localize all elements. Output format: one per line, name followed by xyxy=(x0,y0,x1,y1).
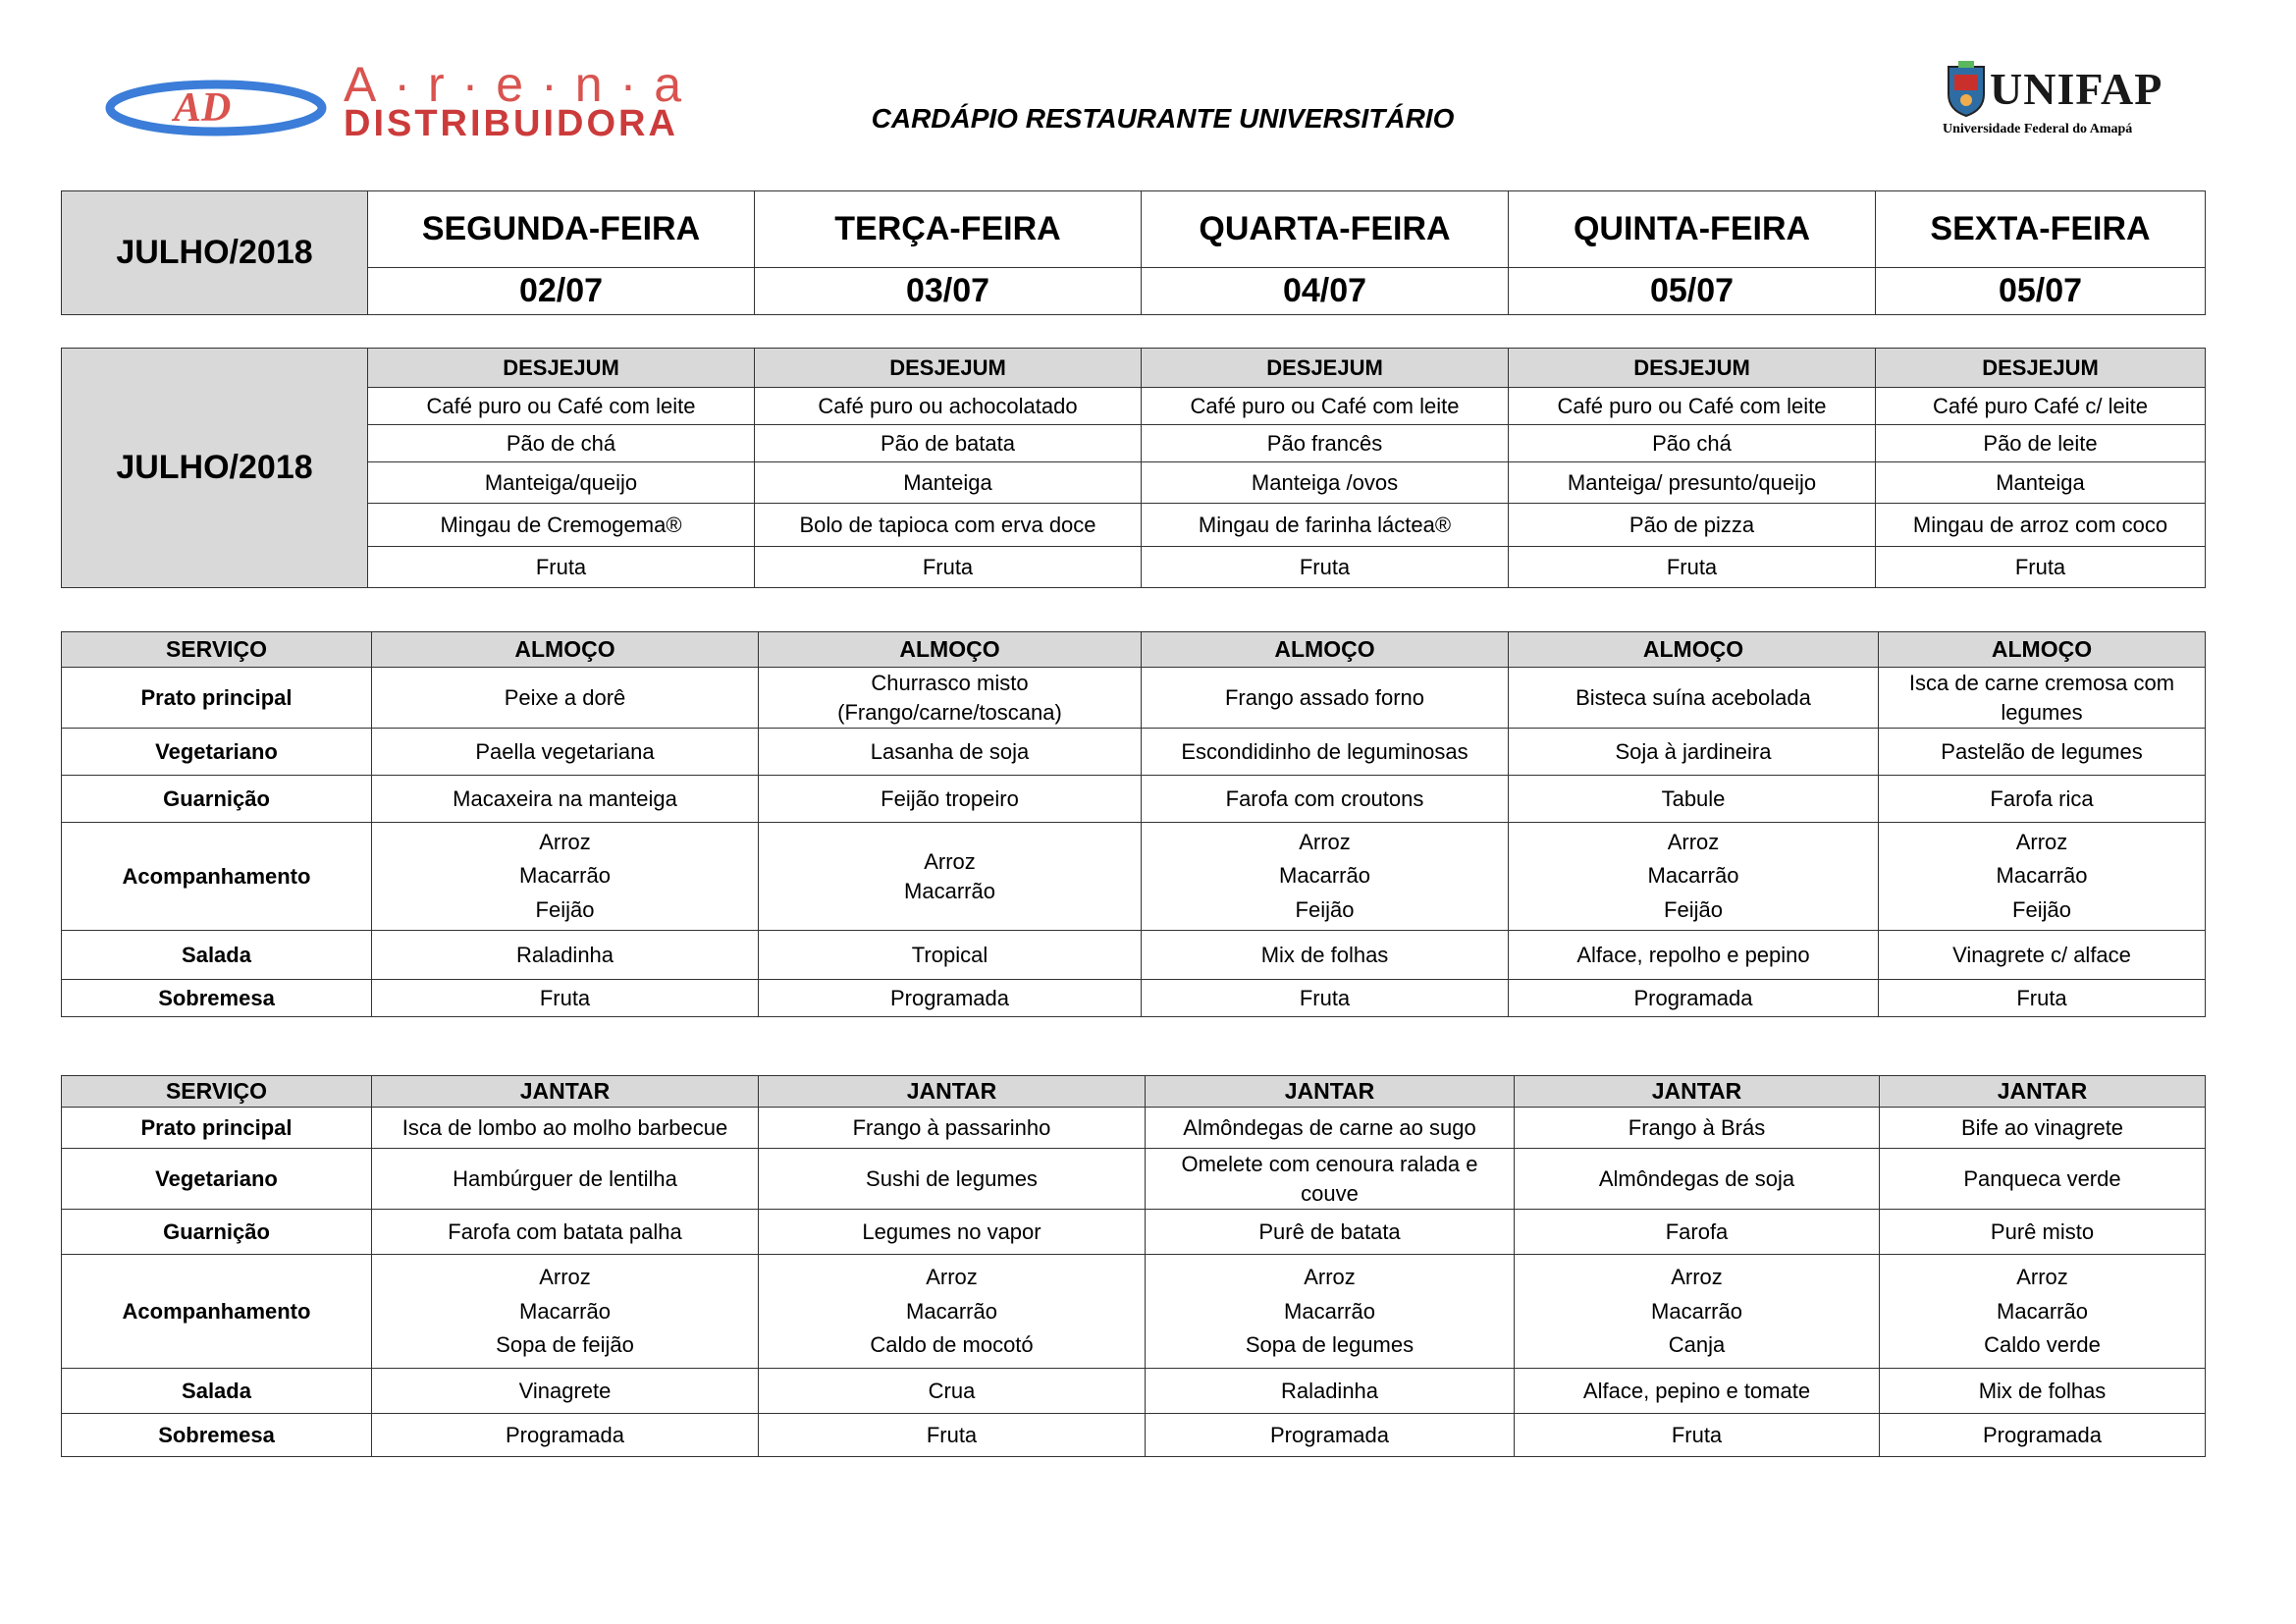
lunch-cell-line: Fruta xyxy=(1299,985,1351,1010)
lunch-cell-line: Pastelão de legumes xyxy=(1941,738,2143,764)
dinner-cell xyxy=(1515,1210,1880,1255)
dinner-service-header: SERVIÇO xyxy=(62,1076,372,1108)
dinner-cell xyxy=(372,1210,759,1255)
lunch-row-label: Sobremesa xyxy=(62,980,372,1017)
dinner-body xyxy=(62,1108,2206,1457)
dinner-row xyxy=(62,1414,2206,1457)
lunch-cell-line: Feijão xyxy=(2012,896,2071,922)
dinner-cell xyxy=(1146,1210,1515,1255)
lunch-cell-line: Escondidinho de leguminosas xyxy=(1181,738,1468,764)
breakfast-header: DESJEJUM xyxy=(755,349,1142,388)
breakfast-cell: Fruta xyxy=(368,547,755,588)
breakfast-cell: Fruta xyxy=(755,547,1142,588)
lunch-row xyxy=(62,823,2206,931)
lunch-cell-line: Farofa rica xyxy=(1990,785,2094,811)
lunch-cell xyxy=(759,931,1142,980)
day-date: 05/07 xyxy=(1509,268,1876,315)
lunch-cell xyxy=(759,729,1142,776)
day-date: 03/07 xyxy=(755,268,1142,315)
dinner-cell-line: Mix de folhas xyxy=(1978,1378,2107,1403)
dinner-cell-line: couve xyxy=(1301,1180,1359,1206)
dinner-table xyxy=(61,1075,2206,1457)
dinner-cell xyxy=(1146,1414,1515,1457)
breakfast-cell: Manteiga xyxy=(1876,462,2206,504)
lunch-cell-line: legumes xyxy=(2001,699,2083,725)
breakfast-cell: Café puro Café c/ leite xyxy=(1876,388,2206,425)
dinner-cell xyxy=(1880,1210,2206,1255)
dinner-cell-line: Caldo verde xyxy=(1984,1331,2101,1357)
university-shield-icon xyxy=(1945,61,1988,118)
dinner-row xyxy=(62,1149,2206,1210)
lunch-row xyxy=(62,980,2206,1017)
lunch-cell-line: Lasanha de soja xyxy=(870,738,1030,764)
breakfast-cell: Manteiga /ovos xyxy=(1142,462,1509,504)
lunch-cell xyxy=(372,931,759,980)
lunch-cell xyxy=(1879,823,2206,931)
dinner-row-label: Guarnição xyxy=(62,1210,372,1255)
dinner-cell xyxy=(372,1149,759,1210)
dinner-cell xyxy=(1880,1414,2206,1457)
dinner-header: JANTAR xyxy=(1515,1076,1880,1108)
dinner-cell-line: Arroz xyxy=(926,1265,978,1290)
day-name: SEXTA-FEIRA xyxy=(1876,191,2206,268)
breakfast-row xyxy=(62,547,2206,588)
lunch-header: ALMOÇO xyxy=(1142,632,1509,668)
dinner-cell xyxy=(372,1255,759,1369)
dinner-cell xyxy=(372,1369,759,1414)
breakfast-cell: Mingau de Cremogema® xyxy=(368,504,755,547)
arena-logo-bottom: DISTRIBUIDORA xyxy=(344,103,678,144)
lunch-cell-line: Raladinha xyxy=(515,942,614,967)
lunch-row xyxy=(62,776,2206,823)
lunch-header: ALMOÇO xyxy=(372,632,759,668)
dinner-cell xyxy=(372,1414,759,1457)
lunch-cell-line: Programada xyxy=(1633,985,1753,1010)
lunch-cell xyxy=(372,980,759,1017)
dinner-row xyxy=(62,1255,2206,1369)
lunch-cell-line: Tropical xyxy=(911,942,988,967)
dinner-cell-line: Purê misto xyxy=(1990,1218,2095,1244)
dinner-cell-line: Macarrão xyxy=(519,1298,611,1324)
dinner-cell xyxy=(759,1369,1146,1414)
dinner-cell-line: Sushi de legumes xyxy=(866,1165,1038,1191)
day-date: 02/07 xyxy=(368,268,755,315)
dinner-cell-line: Bife ao vinagrete xyxy=(1960,1114,2124,1140)
breakfast-table xyxy=(61,348,2206,588)
dinner-cell-line: Sopa de legumes xyxy=(1245,1331,1415,1357)
lunch-row-label: Guarnição xyxy=(62,776,372,823)
dinner-cell xyxy=(1515,1369,1880,1414)
breakfast-cell: Fruta xyxy=(1142,547,1509,588)
lunch-cell-line: Alface, repolho e pepino xyxy=(1576,942,1810,967)
lunch-cell-line: Arroz xyxy=(539,830,591,855)
lunch-cell-line: Feijão xyxy=(535,896,595,922)
dinner-cell-line: Vinagrete xyxy=(518,1378,612,1403)
breakfast-cell: Café puro ou achocolatado xyxy=(755,388,1142,425)
lunch-row xyxy=(62,931,2206,980)
lunch-cell xyxy=(759,668,1142,729)
lunch-row-label: Vegetariano xyxy=(62,729,372,776)
breakfast-header: DESJEJUM xyxy=(1509,349,1876,388)
unifap-subtitle: Universidade Federal do Amapá xyxy=(1943,122,2133,136)
breakfast-cell: Café puro ou Café com leite xyxy=(1142,388,1509,425)
lunch-cell-line: Churrasco misto xyxy=(871,670,1029,695)
breakfast-row xyxy=(62,462,2206,504)
lunch-cell xyxy=(1142,931,1509,980)
day-date: 04/07 xyxy=(1142,268,1509,315)
dinner-cell-line: Arroz xyxy=(539,1265,591,1290)
lunch-row-label: Salada xyxy=(62,931,372,980)
lunch-body xyxy=(62,668,2206,1017)
dinner-row-label: Acompanhamento xyxy=(62,1255,372,1369)
dinner-cell xyxy=(1880,1149,2206,1210)
lunch-cell-line: Fruta xyxy=(2016,985,2067,1010)
arena-logo-top: A·r·e·n·a xyxy=(344,57,700,112)
dinner-cell xyxy=(759,1255,1146,1369)
breakfast-cell: Pão de chá xyxy=(368,425,755,462)
lunch-cell xyxy=(1509,729,1879,776)
dinner-cell xyxy=(1515,1149,1880,1210)
day-name: SEGUNDA-FEIRA xyxy=(368,191,755,268)
lunch-cell-line: Arroz xyxy=(2015,830,2068,855)
lunch-cell xyxy=(1509,668,1879,729)
dinner-cell xyxy=(1880,1108,2206,1149)
day-name: TERÇA-FEIRA xyxy=(755,191,1142,268)
dinner-cell-line: Frango à passarinho xyxy=(852,1114,1051,1140)
breakfast-cell: Bolo de tapioca com erva doce xyxy=(755,504,1142,547)
dinner-cell xyxy=(1515,1414,1880,1457)
lunch-cell-line: Macarrão xyxy=(904,878,995,903)
dinner-cell-line: Purê de batata xyxy=(1258,1218,1401,1244)
lunch-cell-line: Arroz xyxy=(924,848,976,874)
lunch-cell xyxy=(372,823,759,931)
breakfast-cell: Café puro ou Café com leite xyxy=(1509,388,1876,425)
lunch-cell-line: (Frango/carne/toscana) xyxy=(837,699,1062,725)
lunch-cell xyxy=(1142,776,1509,823)
breakfast-cell: Fruta xyxy=(1876,547,2206,588)
dinner-cell xyxy=(1146,1369,1515,1414)
lunch-cell-line: Macarrão xyxy=(1647,863,1739,889)
lunch-cell-line: Soja à jardineira xyxy=(1615,738,1772,764)
dinner-row-label: Sobremesa xyxy=(62,1414,372,1457)
dinner-cell-line: Legumes no vapor xyxy=(862,1218,1041,1244)
dinner-cell xyxy=(759,1149,1146,1210)
dinner-cell-line: Raladinha xyxy=(1280,1378,1379,1403)
unifap-name: UNIFAP xyxy=(1990,64,2163,114)
breakfast-cell: Café puro ou Café com leite xyxy=(368,388,755,425)
dinner-cell xyxy=(759,1210,1146,1255)
lunch-cell-line: Macarrão xyxy=(1996,863,2088,889)
lunch-cell-line: Bisteca suína acebolada xyxy=(1575,684,1811,710)
dinner-row xyxy=(62,1108,2206,1149)
dinner-row-label: Salada xyxy=(62,1369,372,1414)
dinner-cell-line: Alface, pepino e tomate xyxy=(1582,1378,1811,1403)
lunch-table xyxy=(61,631,2206,1017)
breakfast-header: DESJEJUM xyxy=(1876,349,2206,388)
dinner-row xyxy=(62,1210,2206,1255)
dinner-cell-line: Isca de lombo ao molho barbecue xyxy=(401,1114,728,1140)
dinner-cell xyxy=(1515,1255,1880,1369)
page-title: CARDÁPIO RESTAURANTE UNIVERSITÁRIO xyxy=(871,103,1455,134)
dinner-row xyxy=(62,1369,2206,1414)
lunch-cell xyxy=(1142,980,1509,1017)
lunch-cell-line: Peixe a dorê xyxy=(504,684,626,710)
lunch-cell xyxy=(759,776,1142,823)
dinner-cell xyxy=(1146,1108,1515,1149)
lunch-cell xyxy=(372,668,759,729)
lunch-row-label: Prato principal xyxy=(62,668,372,729)
dinner-cell xyxy=(1146,1149,1515,1210)
lunch-row xyxy=(62,729,2206,776)
breakfast-cell: Pão francês xyxy=(1142,425,1509,462)
lunch-cell xyxy=(1509,776,1879,823)
dinner-cell-line: Omelete com cenoura ralada e xyxy=(1181,1151,1478,1176)
days-table xyxy=(61,190,2206,315)
breakfast-row xyxy=(62,425,2206,462)
lunch-cell-line: Feijão tropeiro xyxy=(881,785,1019,811)
lunch-cell xyxy=(1142,668,1509,729)
lunch-cell xyxy=(1142,823,1509,931)
lunch-cell xyxy=(759,980,1142,1017)
dinner-cell-line: Sopa de feijão xyxy=(496,1331,634,1357)
lunch-row-label: Acompanhamento xyxy=(62,823,372,931)
dinner-cell xyxy=(1515,1108,1880,1149)
lunch-cell xyxy=(1879,931,2206,980)
day-name: QUINTA-FEIRA xyxy=(1509,191,1876,268)
breakfast-cell: Pão chá xyxy=(1509,425,1876,462)
lunch-cell-line: Macarrão xyxy=(519,863,611,889)
breakfast-row xyxy=(62,388,2206,425)
dinner-cell-line: Canja xyxy=(1668,1331,1726,1357)
dinner-header: JANTAR xyxy=(1146,1076,1515,1108)
lunch-cell xyxy=(1879,729,2206,776)
lunch-cell-line: Feijão xyxy=(1295,896,1355,922)
dinner-cell-line: Programada xyxy=(1269,1422,1390,1447)
breakfast-cell: Manteiga/queijo xyxy=(368,462,755,504)
dinner-cell-line: Macarrão xyxy=(1651,1298,1742,1324)
breakfast-header: DESJEJUM xyxy=(1142,349,1509,388)
breakfast-cell: Pão de pizza xyxy=(1509,504,1876,547)
dinner-cell-line: Fruta xyxy=(926,1422,978,1447)
breakfast-cell: Fruta xyxy=(1509,547,1876,588)
dinner-cell xyxy=(1146,1255,1515,1369)
breakfast-cell: Manteiga xyxy=(755,462,1142,504)
lunch-cell xyxy=(1509,980,1879,1017)
lunch-cell-line: Farofa com croutons xyxy=(1225,785,1424,811)
breakfast-cell: Pão de leite xyxy=(1876,425,2206,462)
dinner-cell xyxy=(759,1414,1146,1457)
lunch-cell-line: Vinagrete c/ alface xyxy=(1952,942,2131,967)
lunch-cell-line: Macarrão xyxy=(1279,863,1370,889)
unifap-logo xyxy=(1939,57,2184,145)
dinner-cell xyxy=(1880,1369,2206,1414)
dinner-cell-line: Hambúrguer de lentilha xyxy=(453,1165,677,1191)
lunch-cell xyxy=(1879,776,2206,823)
breakfast-cell: Pão de batata xyxy=(755,425,1142,462)
breakfast-month-cell: JULHO/2018 xyxy=(62,349,368,588)
lunch-cell-line: Mix de folhas xyxy=(1260,942,1389,967)
svg-text:AD: AD xyxy=(174,85,232,131)
lunch-cell-line: Arroz xyxy=(1299,830,1351,855)
dinner-cell-line: Crua xyxy=(928,1378,976,1403)
lunch-cell-line: Fruta xyxy=(539,985,591,1010)
dinner-header: JANTAR xyxy=(759,1076,1146,1108)
dinner-cell-line: Farofa xyxy=(1665,1218,1729,1244)
dinner-cell-line: Macarrão xyxy=(1997,1298,2088,1324)
dinner-cell-line: Programada xyxy=(1982,1422,2103,1447)
dinner-cell xyxy=(372,1108,759,1149)
dinner-cell-line: Farofa com batata palha xyxy=(448,1218,682,1244)
lunch-cell xyxy=(372,729,759,776)
lunch-cell xyxy=(759,823,1142,931)
lunch-cell xyxy=(1879,980,2206,1017)
lunch-cell xyxy=(1879,668,2206,729)
lunch-header: ALMOÇO xyxy=(759,632,1142,668)
dinner-cell-line: Programada xyxy=(505,1422,625,1447)
lunch-cell-line: Tabule xyxy=(1661,785,1726,811)
day-date: 05/07 xyxy=(1876,268,2206,315)
lunch-service-header: SERVIÇO xyxy=(62,632,372,668)
breakfast-cell: Mingau de arroz com coco xyxy=(1876,504,2206,547)
dinner-cell-line: Panqueca verde xyxy=(1963,1165,2121,1191)
dinner-cell-line: Arroz xyxy=(2016,1265,2068,1290)
dinner-cell xyxy=(759,1108,1146,1149)
lunch-cell-line: Feijão xyxy=(1664,896,1723,922)
breakfast-row xyxy=(62,504,2206,547)
lunch-row xyxy=(62,668,2206,729)
dinner-cell-line: Caldo de mocotó xyxy=(870,1331,1034,1357)
breakfast-cell: Mingau de farinha láctea® xyxy=(1142,504,1509,547)
breakfast-header: DESJEJUM xyxy=(368,349,755,388)
dinner-cell-line: Frango à Brás xyxy=(1628,1114,1766,1140)
breakfast-cell: Manteiga/ presunto/queijo xyxy=(1509,462,1876,504)
day-name: QUARTA-FEIRA xyxy=(1142,191,1509,268)
dinner-row-label: Vegetariano xyxy=(62,1149,372,1210)
dinner-cell-line: Macarrão xyxy=(1284,1298,1375,1324)
lunch-cell-line: Macaxeira na manteiga xyxy=(453,785,677,811)
dinner-header: JANTAR xyxy=(372,1076,759,1108)
dinner-cell-line: Almôndegas de soja xyxy=(1598,1165,1795,1191)
dinner-row-label: Prato principal xyxy=(62,1108,372,1149)
days-month-cell: JULHO/2018 xyxy=(62,191,368,315)
lunch-header: ALMOÇO xyxy=(1509,632,1879,668)
lunch-cell-line: Paella vegetariana xyxy=(475,738,655,764)
lunch-cell-line: Isca de carne cremosa com xyxy=(1908,670,2175,695)
dinner-cell xyxy=(1880,1255,2206,1369)
dinner-cell-line: Fruta xyxy=(1671,1422,1723,1447)
dinner-cell-line: Almôndegas de carne ao sugo xyxy=(1183,1114,1476,1140)
lunch-cell xyxy=(372,776,759,823)
lunch-cell xyxy=(1142,729,1509,776)
lunch-cell-line: Programada xyxy=(889,985,1010,1010)
lunch-header: ALMOÇO xyxy=(1879,632,2206,668)
dinner-header: JANTAR xyxy=(1880,1076,2206,1108)
lunch-cell xyxy=(1509,931,1879,980)
lunch-cell-line: Frango assado forno xyxy=(1224,684,1425,710)
lunch-cell xyxy=(1509,823,1879,931)
dinner-cell-line: Arroz xyxy=(1671,1265,1723,1290)
dinner-cell-line: Macarrão xyxy=(906,1298,997,1324)
dinner-cell-line: Arroz xyxy=(1304,1265,1356,1290)
lunch-cell-line: Arroz xyxy=(1667,830,1720,855)
